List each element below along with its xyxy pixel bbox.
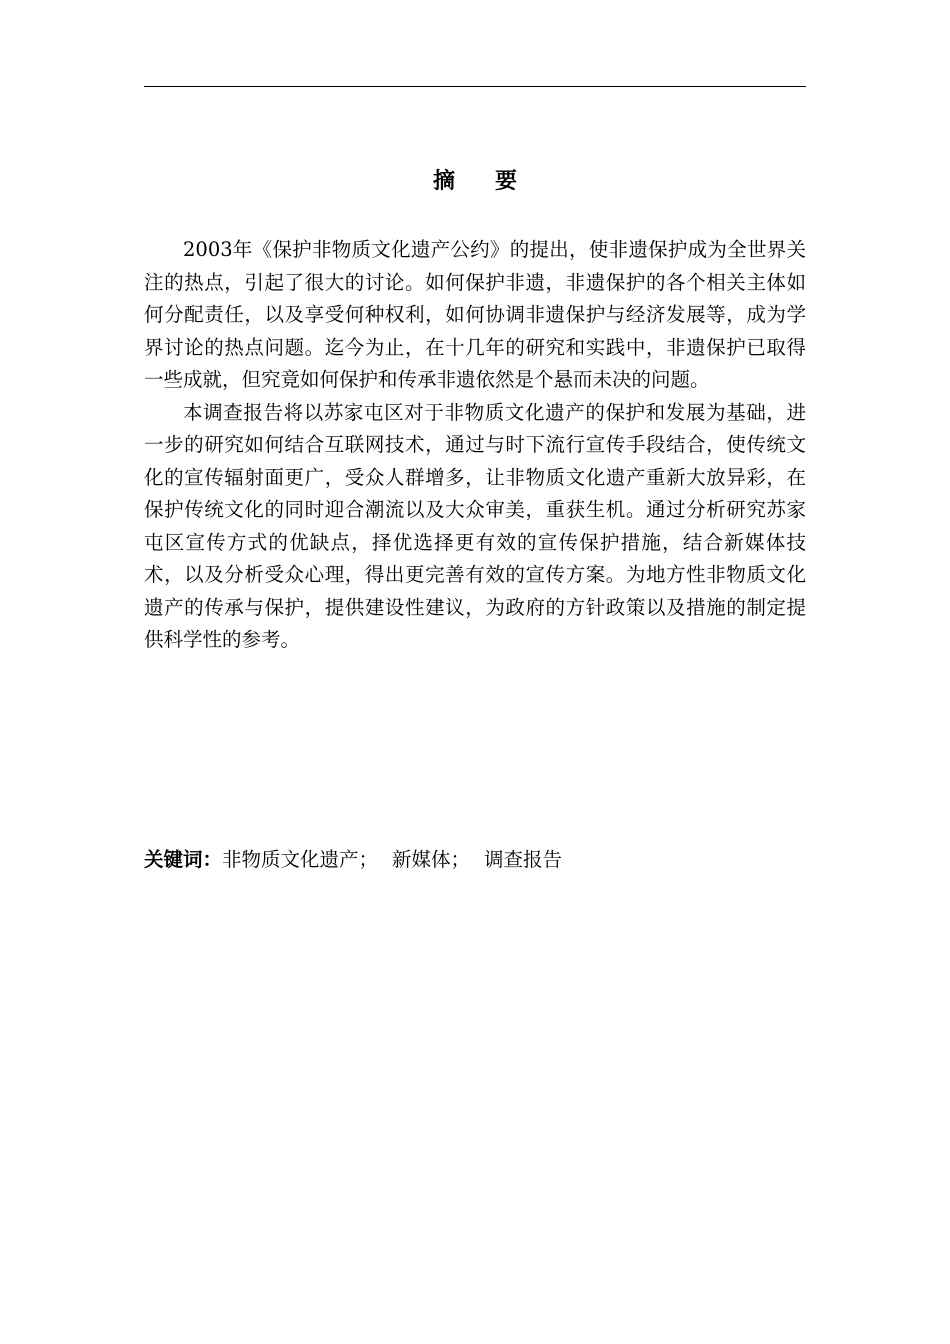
abstract-paragraph: 本调查报告将以苏家屯区对于非物质文化遗产的保护和发展为基础，进一步的研究如何结合互联网技术，通过与时下流行宣传手段结合，使传统文化的宣传辐射面更广，受众人群增多，让非物质文化遗产重新大放异彩，在保护传统文化的同时迎合潮流以及大众审美，重获生机。通过分析研究苏家屯区宣传方式的优缺点，择优选择更有效的宣传保护措施，结合新媒体技术，以及分析受众心理，得出更完善有效的宣传方案。为地方性非物质文化遗产的传承与保护，提供建设性建议，为政府的方针政策以及措施的制定提供科学性的参考。: [144, 400, 806, 651]
abstract-title: 摘要: [432, 169, 557, 194]
keywords-line: [144, 844, 806, 876]
abstract-paragraph: 2003年《保护非物质文化遗产公约》的提出，使非遗保护成为全世界关注的热点，引起了很大的讨论。如何保护非遗，非遗保护的各个相关主体如何分配责任，以及享受何种权利，如何协调非遗保护与经济发展等，成为学界讨论的热点问题。迄今为止，在十几年的研究和实践中，非遗保护已取得一些成就，但究竟如何保护和传承非遗依然是个悬而未决的问题。: [144, 238, 806, 391]
abstract-body: [144, 234, 806, 657]
keyword: 非物质文化遗产；: [222, 848, 379, 871]
keywords-label: 关键词：: [144, 848, 223, 871]
keyword: 调查报告: [484, 848, 563, 871]
header-rule: [144, 86, 806, 87]
keyword: 新媒体；: [392, 848, 471, 871]
